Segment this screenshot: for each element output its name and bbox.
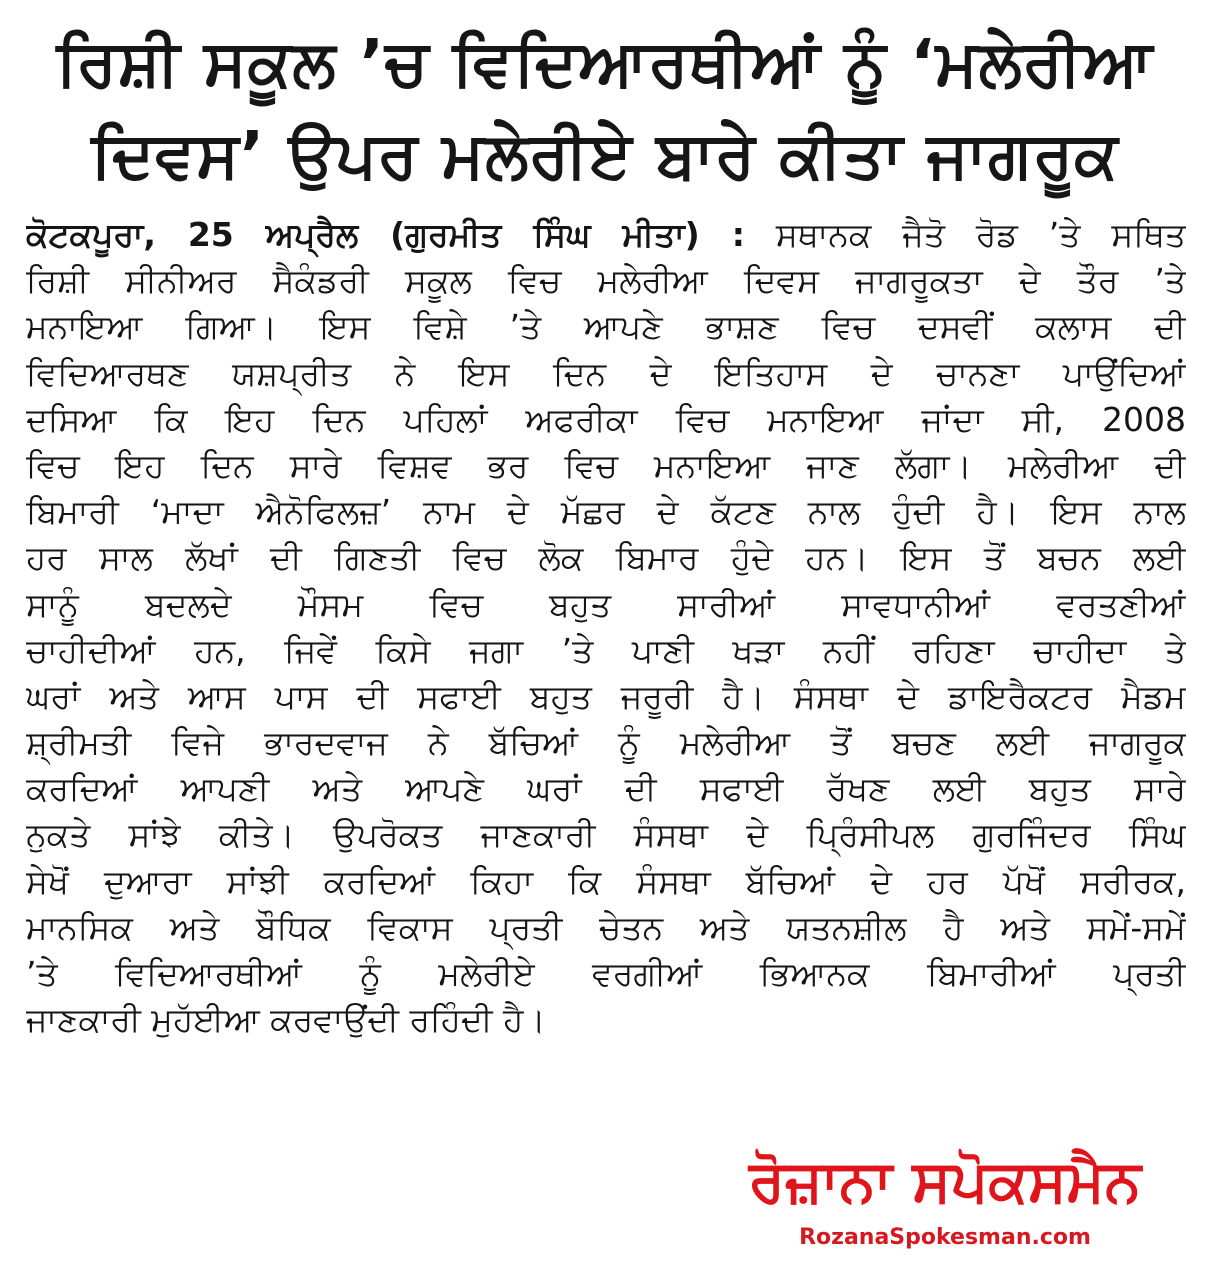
headline-line-1: ਰਿਸ਼ੀ ਸਕੂਲ ’ਚ ਵਿਦਿਆਰਥੀਆਂ ਨੂੰ ‘ਮਲੇਰੀਆ [56, 27, 1154, 101]
article-line: ਵਿਚ ਇਹ ਦਿਨ ਸਾਰੇ ਵਿਸ਼ਵ ਭਰ ਵਿਚ ਮਨਾਇਆ ਜਾਣ ਲੱਗਾ। ਮਲੇਰੀਆ ਦੀ [26, 445, 1186, 485]
article-line: ਰਿਸ਼ੀ ਸੀਨੀਅਰ ਸੈਕੰਡਰੀ ਸਕੂਲ ਵਿਚ ਮਲੇਰੀਆ ਦਿਵਸ ਜਾਗਰੂਕਤਾ ਦੇ ਤੌਰ ’ਤੇ [26, 261, 1186, 301]
article-line: ਬਿਮਾਰੀ ‘ਮਾਦਾ ਐਨੋਫਿਲਜ਼’ ਨਾਮ ਦੇ ਮੱਛਰ ਦੇ ਕੱਟਣ ਨਾਲ ਹੁੰਦੀ ਹੈ। ਇਸ ਨਾਲ [26, 492, 1186, 532]
article-line: ਵਿਦਿਆਰਥਣ ਯਸ਼ਪ੍ਰੀਤ ਨੇ ਇਸ ਦਿਨ ਦੇ ਇਤਿਹਾਸ ਦੇ ਚਾਨਣਾ ਪਾਉਂਦਿਆਂ [26, 353, 1186, 393]
dateline: ਕੋਟਕਪੂਰਾ, 25 ਅਪ੍ਰੈਲ (ਗੁਰਮੀਤ ਸਿੰਘ ਮੀਤਾ) : [26, 215, 745, 254]
article-last-line: ਜਾਣਕਾਰੀ ਮੁਹੱਈਆ ਕਰਵਾਉਂਦੀ ਰਹਿੰਦੀ ਹੈ। [26, 1000, 546, 1040]
publication-logo [700, 1140, 1190, 1260]
publication-name: ਰੋਜ਼ਾਨਾ ਸਪੋਕਸਮੈਨ [748, 1147, 1142, 1215]
headline-line-2: ਦਿਵਸ’ ਉਪਰ ਮਲੇਰੀਏ ਬਾਰੇ ਕੀਤਾ ਜਾਗਰੂਕ [91, 119, 1119, 193]
article-line: ’ਤੇ ਵਿਦਿਆਰਥੀਆਂ ਨੂੰ ਮਲੇਰੀਏ ਵਰਗੀਆਂ ਭਿਆਨਕ ਬਿਮਾਰੀਆਂ ਪ੍ਰਤੀ [26, 954, 1186, 993]
article-line: ਸਾਨੂੰ ਬਦਲਦੇ ਮੌਸਮ ਵਿਚ ਬਹੁਤ ਸਾਰੀਆਂ ਸਾਵਧਾਨੀਆਂ ਵਰਤਣੀਆਂ [26, 584, 1186, 624]
article-line: ਸੇਖੋਂ ਦੁਆਰਾ ਸਾਂਝੀ ਕਰਦਿਆਂ ਕਿਹਾ ਕਿ ਸੰਸਥਾ ਬੱਚਿਆਂ ਦੇ ਹਰ ਪੱਖੋਂ ਸਰੀਰਕ, [26, 861, 1186, 901]
article-line-1-text: ਸਥਾਨਕ ਜੈਤੋ ਰੋਡ ’ਤੇ ਸਥਿਤ [744, 215, 1186, 254]
article-line: ਘਰਾਂ ਅਤੇ ਆਸ ਪਾਸ ਦੀ ਸਫਾਈ ਬਹੁਤ ਜਰੂਰੀ ਹੈ। ਸੰਸਥਾ ਦੇ ਡਾਇਰੈਕਟਰ ਮੈਡਮ [26, 676, 1186, 716]
publication-url: RozanaSpokesman.com [799, 1225, 1091, 1250]
article-line: ਮਨਾਇਆ ਗਿਆ। ਇਸ ਵਿਸ਼ੇ ’ਤੇ ਆਪਣੇ ਭਾਸ਼ਣ ਵਿਚ ਦਸਵੀਂ ਕਲਾਸ ਦੀ [26, 307, 1186, 347]
article-line: ਨੁਕਤੇ ਸਾਂਝੇ ਕੀਤੇ। ਉਪਰੋਕਤ ਜਾਣਕਾਰੀ ਸੰਸਥਾ ਦੇ ਪ੍ਰਿੰਸੀਪਲ ਗੁਰਜਿੰਦਰ ਸਿੰਘ [26, 815, 1186, 855]
article-body [26, 212, 1186, 1043]
headline [20, 18, 1190, 202]
article-line: ਹਰ ਸਾਲ ਲੱਖਾਂ ਦੀ ਗਿਣਤੀ ਵਿਚ ਲੋਕ ਬਿਮਾਰ ਹੁੰਦੇ ਹਨ। ਇਸ ਤੋਂ ਬਚਨ ਲਈ [26, 538, 1186, 578]
article-line: ਦਸਿਆ ਕਿ ਇਹ ਦਿਨ ਪਹਿਲਾਂ ਅਫਰੀਕਾ ਵਿਚ ਮਨਾਇਆ ਜਾਂਦਾ ਸੀ, 2008 [26, 399, 1186, 439]
article-line: ਕਰਦਿਆਂ ਆਪਣੀ ਅਤੇ ਆਪਣੇ ਘਰਾਂ ਦੀ ਸਫਾਈ ਰੱਖਣ ਲਈ ਬਹੁਤ ਸਾਰੇ [26, 769, 1186, 809]
article-line: ਮਾਨਸਿਕ ਅਤੇ ਬੌਧਿਕ ਵਿਕਾਸ ਪ੍ਰਤੀ ਚੇਤਨ ਅਤੇ ਯਤਨਸ਼ੀਲ ਹੈ ਅਤੇ ਸਮੇਂ-ਸਮੇਂ [26, 907, 1186, 947]
article-line-1 [26, 212, 1186, 258]
article-line: ਚਾਹੀਦੀਆਂ ਹਨ, ਜਿਵੇਂ ਕਿਸੇ ਜਗਾ ’ਤੇ ਪਾਣੀ ਖੜਾ ਨਹੀਂ ਰਹਿਣਾ ਚਾਹੀਦਾ ਤੇ [26, 630, 1186, 670]
article-line: ਸ਼੍ਰੀਮਤੀ ਵਿਜੇ ਭਾਰਦਵਾਜ ਨੇ ਬੱਚਿਆਂ ਨੂੰ ਮਲੇਰੀਆ ਤੋਂ ਬਚਣ ਲਈ ਜਾਗਰੂਕ [26, 723, 1186, 763]
